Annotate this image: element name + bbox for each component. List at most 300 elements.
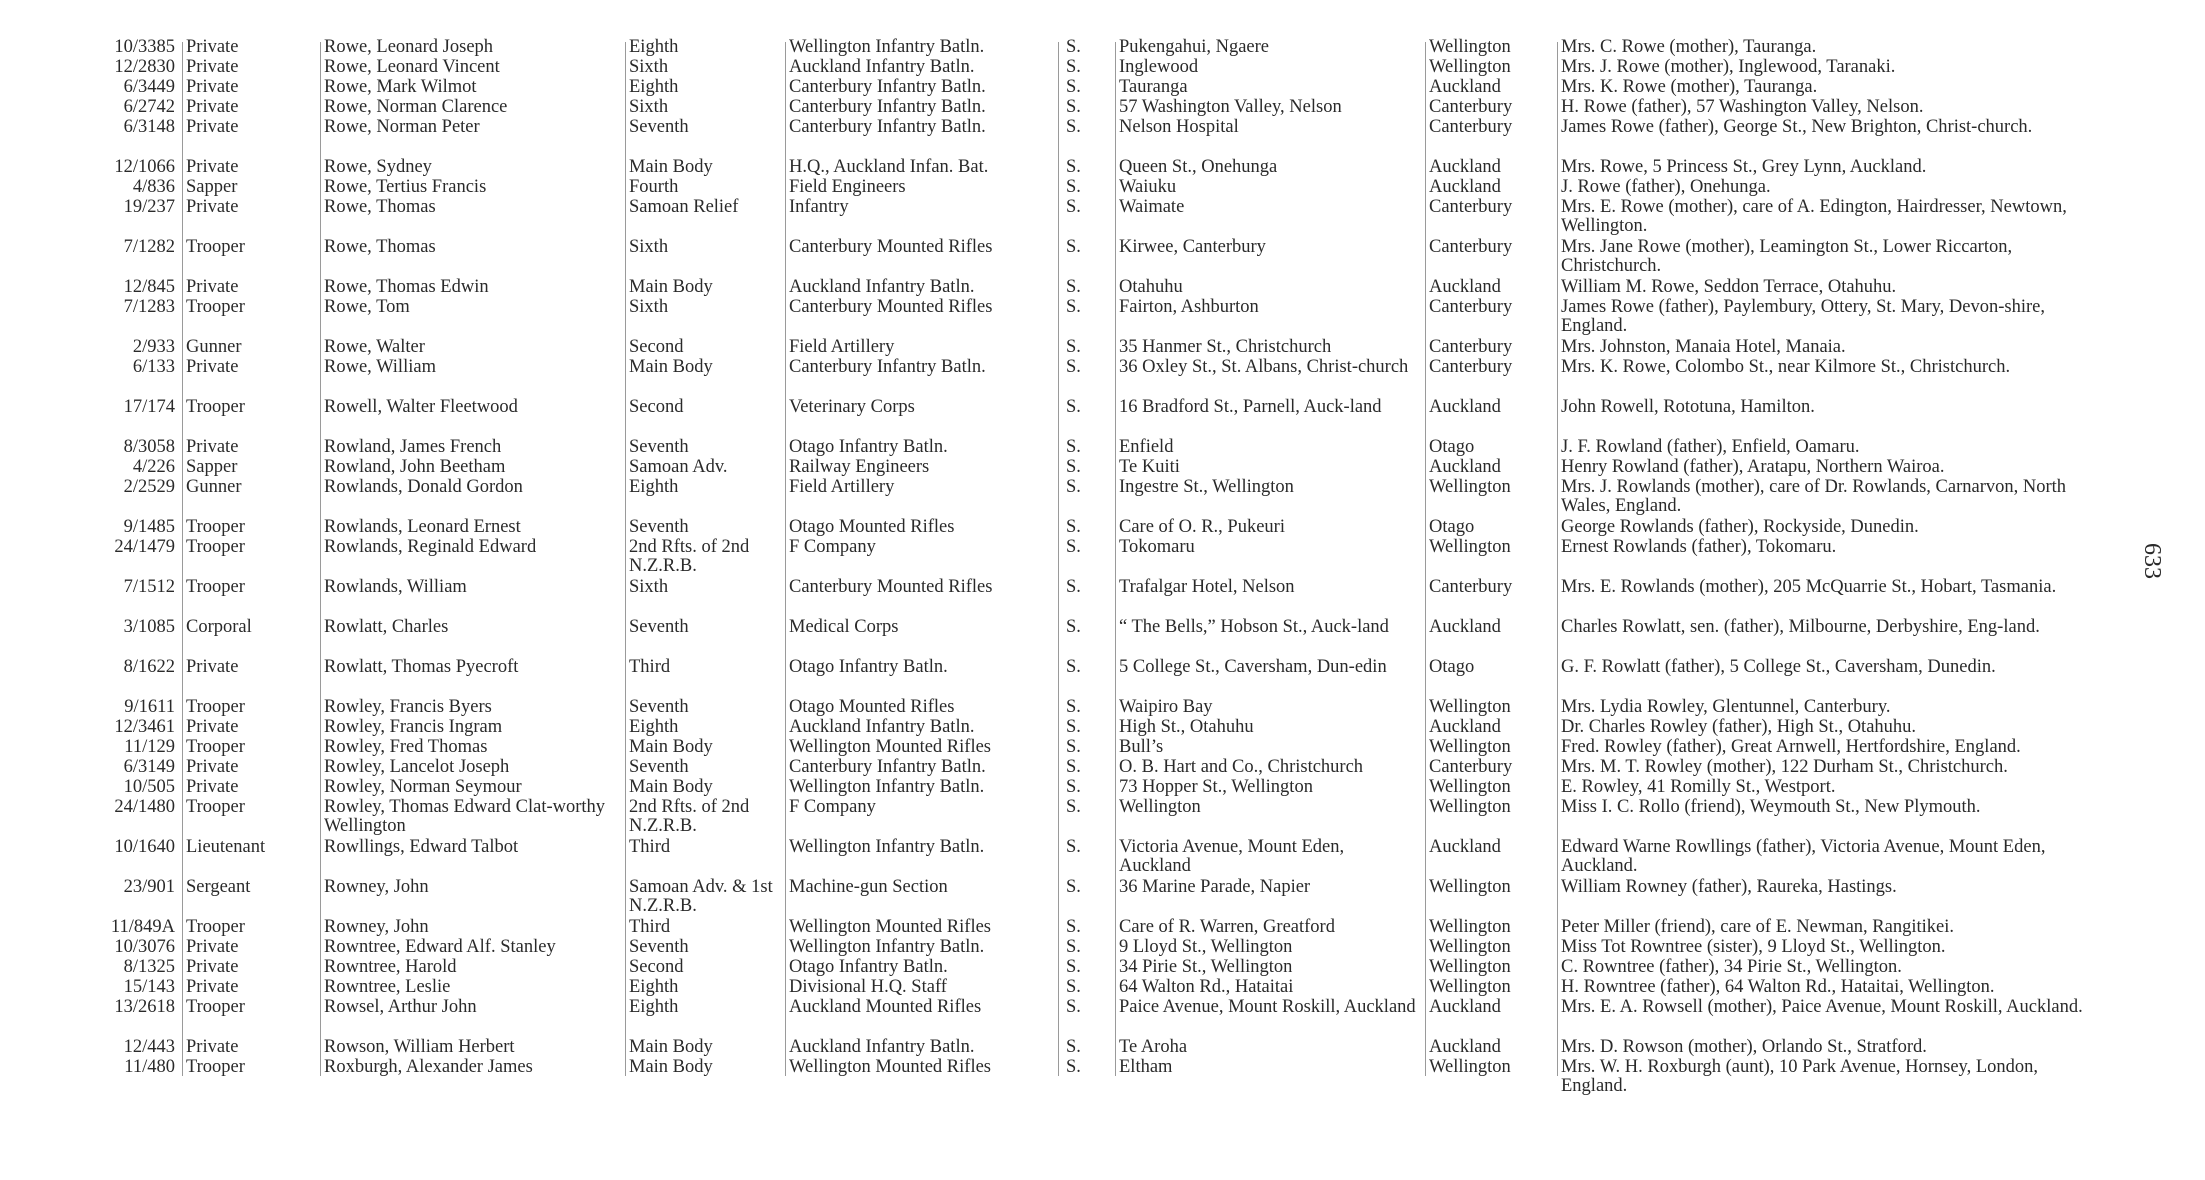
roll-unit-cell: Wellington Infantry Batln.	[789, 938, 985, 957]
roll-addr-cell: 9 Lloyd St., Wellington	[1119, 937, 1293, 957]
roll-s-cell: S.	[1066, 518, 1081, 537]
roll-body-cell: Third	[629, 917, 671, 937]
roll-rank-cell: Private	[186, 758, 239, 777]
roll-unit-cell: Canterbury Mounted Rifles	[789, 238, 993, 257]
roll-body-cell: Sixth	[629, 237, 669, 257]
roll-s-cell: S.	[1066, 158, 1081, 177]
roll-num-cell: 2/2529	[123, 478, 175, 497]
roll-unit-cell: Field Artillery	[789, 478, 895, 497]
roll-kin-cell: H. Rowe (father), 57 Washington Valley, Nelson.	[1561, 97, 1924, 117]
roll-s-cell: S.	[1066, 838, 1081, 857]
roll-addr-cell: Waiuku	[1119, 177, 1177, 197]
column-divider	[320, 42, 321, 1076]
roll-addr-cell: Ingestre St., Wellington	[1119, 477, 1294, 497]
roll-unit-cell: Wellington Infantry Batln.	[789, 838, 985, 857]
roll-name-cell: Rowley, Fred Thomas	[324, 737, 488, 757]
roll-body-cell: Second	[629, 957, 684, 977]
roll-name-cell: Rowlands, Leonard Ernest	[324, 517, 521, 537]
roll-dist-cell: Wellington	[1429, 698, 1511, 717]
roll-body-cell: Sixth	[629, 57, 669, 77]
roll-s-cell: S.	[1066, 938, 1081, 957]
roll-kin-cell: George Rowlands (father), Rockyside, Dunedin.	[1561, 517, 1919, 537]
roll-name-cell: Rowe, Walter	[324, 337, 425, 357]
roll-addr-cell: Care of O. R., Pukeuri	[1119, 517, 1285, 537]
roll-addr-cell: 57 Washington Valley, Nelson	[1119, 97, 1342, 117]
roll-name-cell: Rowlands, Reginald Edward	[324, 537, 537, 557]
roll-rank-cell: Private	[186, 58, 239, 77]
roll-unit-cell: Auckland Infantry Batln.	[789, 58, 975, 77]
roll-dist-cell: Canterbury	[1429, 198, 1513, 217]
roll-rank-cell: Trooper	[186, 698, 245, 717]
roll-rank-cell: Trooper	[186, 738, 245, 757]
roll-kin-cell: Mrs. E. A. Rowsell (mother), Paice Avenue, Mount Roskill, Auckland.	[1561, 997, 2083, 1017]
roll-name-cell: Rowell, Walter Fleetwood	[324, 397, 518, 417]
roll-kin-cell: Charles Rowlatt, sen. (father), Milbourne, Derbyshire, Eng-land.	[1561, 617, 2040, 637]
roll-s-cell: S.	[1066, 618, 1081, 637]
roll-kin-cell: James Rowe (father), Paylembury, Ottery, St. Mary, Devon-shire, England.	[1561, 297, 2045, 336]
roll-name-cell: Rowe, Norman Peter	[324, 117, 480, 137]
roll-body-cell: Seventh	[629, 517, 689, 537]
roll-num-cell: 11/129	[124, 738, 175, 757]
roll-s-cell: S.	[1066, 1058, 1081, 1077]
column-divider	[625, 42, 626, 1076]
roll-dist-cell: Wellington	[1429, 1058, 1511, 1077]
roll-rank-cell: Private	[186, 38, 239, 57]
roll-num-cell: 12/1066	[114, 158, 175, 177]
roll-body-cell: Eighth	[629, 77, 679, 97]
roll-addr-cell: “ The Bells,” Hobson St., Auck-land	[1119, 617, 1389, 637]
roll-rank-cell: Sapper	[186, 178, 238, 197]
roll-dist-cell: Auckland	[1429, 998, 1501, 1017]
roll-unit-cell: Field Artillery	[789, 338, 895, 357]
roll-unit-cell: Canterbury Mounted Rifles	[789, 578, 993, 597]
roll-name-cell: Rowlands, William	[324, 577, 467, 597]
roll-body-cell: Main Body	[629, 777, 713, 797]
roll-name-cell: Rowe, Tertius Francis	[324, 177, 487, 197]
roll-dist-cell: Wellington	[1429, 938, 1511, 957]
column-divider	[182, 42, 183, 1076]
roll-name-cell: Rowsel, Arthur John	[324, 997, 477, 1017]
roll-body-cell: Seventh	[629, 117, 689, 137]
roll-s-cell: S.	[1066, 298, 1081, 317]
roll-addr-cell: Nelson Hospital	[1119, 117, 1239, 137]
roll-addr-cell: 5 College St., Caversham, Dun-edin	[1119, 657, 1387, 677]
column-divider	[1557, 42, 1558, 1076]
roll-name-cell: Rowe, Leonard Joseph	[324, 37, 494, 57]
roll-addr-cell: 35 Hanmer St., Christchurch	[1119, 337, 1332, 357]
roll-dist-cell: Canterbury	[1429, 118, 1513, 137]
roll-num-cell: 10/3385	[114, 38, 175, 57]
roll-unit-cell: Canterbury Infantry Batln.	[789, 758, 986, 777]
roll-unit-cell: Wellington Mounted Rifles	[789, 918, 991, 937]
roll-kin-cell: Dr. Charles Rowley (father), High St., Otahuhu.	[1561, 717, 1917, 737]
roll-rank-cell: Trooper	[186, 518, 245, 537]
roll-body-cell: Samoan Adv. & 1st N.Z.R.B.	[629, 877, 773, 916]
roll-num-cell: 12/443	[123, 1038, 175, 1057]
roll-num-cell: 4/836	[132, 178, 175, 197]
roll-name-cell: Rowe, Thomas	[324, 197, 436, 217]
roll-rank-cell: Sapper	[186, 458, 238, 477]
roll-addr-cell: Fairton, Ashburton	[1119, 297, 1259, 317]
roll-body-cell: Seventh	[629, 617, 689, 637]
roll-body-cell: Main Body	[629, 157, 713, 177]
roll-name-cell: Rowe, Thomas	[324, 237, 436, 257]
roll-dist-cell: Canterbury	[1429, 578, 1513, 597]
roll-num-cell: 6/3148	[123, 118, 175, 137]
roll-s-cell: S.	[1066, 398, 1081, 417]
roll-rank-cell: Private	[186, 78, 239, 97]
roll-addr-cell: 64 Walton Rd., Hataitai	[1119, 977, 1294, 997]
roll-rank-cell: Corporal	[186, 618, 252, 637]
roll-body-cell: 2nd Rfts. of 2nd N.Z.R.B.	[629, 537, 750, 576]
roll-addr-cell: Kirwee, Canterbury	[1119, 237, 1266, 257]
roll-addr-cell: Otahuhu	[1119, 277, 1183, 297]
roll-rank-cell: Private	[186, 98, 239, 117]
roll-unit-cell: Auckland Infantry Batln.	[789, 1038, 975, 1057]
roll-body-cell: Third	[629, 657, 671, 677]
roll-body-cell: Eighth	[629, 717, 679, 737]
roll-addr-cell: 73 Hopper St., Wellington	[1119, 777, 1313, 797]
roll-body-cell: Second	[629, 337, 684, 357]
roll-unit-cell: Auckland Mounted Rifles	[789, 998, 982, 1017]
roll-num-cell: 13/2618	[114, 998, 175, 1017]
roll-dist-cell: Canterbury	[1429, 238, 1513, 257]
roll-dist-cell: Canterbury	[1429, 358, 1513, 377]
roll-dist-cell: Wellington	[1429, 58, 1511, 77]
roll-s-cell: S.	[1066, 918, 1081, 937]
roll-num-cell: 10/3076	[114, 938, 175, 957]
roll-dist-cell: Auckland	[1429, 618, 1501, 637]
roll-s-cell: S.	[1066, 658, 1081, 677]
roll-addr-cell: Te Aroha	[1119, 1037, 1188, 1057]
roll-name-cell: Rowe, William	[324, 357, 436, 377]
roll-s-cell: S.	[1066, 118, 1081, 137]
roll-name-cell: Rowe, Leonard Vincent	[324, 57, 500, 77]
roll-num-cell: 10/1640	[114, 838, 175, 857]
roll-rank-cell: Trooper	[186, 298, 245, 317]
roll-addr-cell: Enfield	[1119, 437, 1174, 457]
roll-name-cell: Rowe, Norman Clarence	[324, 97, 508, 117]
roll-rank-cell: Lieutenant	[186, 838, 266, 857]
roll-s-cell: S.	[1066, 738, 1081, 757]
roll-body-cell: Main Body	[629, 1037, 713, 1057]
roll-unit-cell: Otago Infantry Batln.	[789, 438, 948, 457]
roll-dist-cell: Wellington	[1429, 478, 1511, 497]
roll-dist-cell: Auckland	[1429, 838, 1501, 857]
roll-body-cell: Main Body	[629, 277, 713, 297]
column-divider	[785, 42, 786, 1076]
roll-dist-cell: Otago	[1429, 438, 1475, 457]
roll-num-cell: 2/933	[132, 338, 175, 357]
roll-s-cell: S.	[1066, 238, 1081, 257]
roll-dist-cell: Wellington	[1429, 38, 1511, 57]
roll-num-cell: 4/226	[132, 458, 175, 477]
roll-num-cell: 6/133	[132, 358, 175, 377]
roll-s-cell: S.	[1066, 98, 1081, 117]
roll-rank-cell: Trooper	[186, 798, 245, 817]
roll-kin-cell: E. Rowley, 41 Romilly St., Westport.	[1561, 777, 1836, 797]
roll-kin-cell: Mrs. Lydia Rowley, Glentunnel, Canterbury.	[1561, 697, 1891, 717]
roll-unit-cell: Wellington Infantry Batln.	[789, 38, 985, 57]
roll-rank-cell: Gunner	[186, 478, 242, 497]
roll-kin-cell: Miss I. C. Rollo (friend), Weymouth St., New Plymouth.	[1561, 797, 1981, 817]
roll-kin-cell: H. Rowntree (father), 64 Walton Rd., Hataitai, Wellington.	[1561, 977, 1995, 997]
roll-dist-cell: Wellington	[1429, 778, 1511, 797]
roll-num-cell: 17/174	[123, 398, 175, 417]
roll-unit-cell: H.Q., Auckland Infan. Bat.	[789, 158, 989, 177]
roll-unit-cell: Field Engineers	[789, 178, 906, 197]
roll-body-cell: Third	[629, 837, 671, 857]
roll-addr-cell: Bull’s	[1119, 737, 1164, 757]
roll-name-cell: Roxburgh, Alexander James	[324, 1057, 533, 1077]
roll-body-cell: Seventh	[629, 437, 689, 457]
roll-name-cell: Rowntree, Harold	[324, 957, 457, 977]
roll-num-cell: 12/845	[123, 278, 175, 297]
roll-kin-cell: William Rowney (father), Raureka, Hastings.	[1561, 877, 1897, 897]
roll-addr-cell: Inglewood	[1119, 57, 1199, 77]
roll-dist-cell: Wellington	[1429, 798, 1511, 817]
roll-addr-cell: Paice Avenue, Mount Roskill, Auckland	[1119, 997, 1416, 1017]
roll-num-cell: 8/1325	[123, 958, 175, 977]
roll-body-cell: Eighth	[629, 997, 679, 1017]
roll-name-cell: Rowlatt, Thomas Pyecroft	[324, 657, 519, 677]
roll-s-cell: S.	[1066, 58, 1081, 77]
roll-s-cell: S.	[1066, 1038, 1081, 1057]
roll-num-cell: 10/505	[123, 778, 175, 797]
roll-name-cell: Rowney, John	[324, 917, 429, 937]
roll-body-cell: 2nd Rfts. of 2nd N.Z.R.B.	[629, 797, 750, 836]
roll-name-cell: Rowe, Tom	[324, 297, 410, 317]
roll-dist-cell: Auckland	[1429, 158, 1501, 177]
roll-name-cell: Rowland, James French	[324, 437, 502, 457]
roll-name-cell: Rowson, William Herbert	[324, 1037, 515, 1057]
roll-rank-cell: Trooper	[186, 918, 245, 937]
roll-dist-cell: Canterbury	[1429, 98, 1513, 117]
roll-kin-cell: Mrs. C. Rowe (mother), Tauranga.	[1561, 37, 1817, 57]
roll-num-cell: 6/2742	[123, 98, 175, 117]
roll-rank-cell: Trooper	[186, 998, 245, 1017]
roll-s-cell: S.	[1066, 698, 1081, 717]
roll-rank-cell: Private	[186, 938, 239, 957]
roll-kin-cell: C. Rowntree (father), 34 Pirie St., Wellington.	[1561, 957, 1902, 977]
roll-addr-cell: Care of R. Warren, Greatford	[1119, 917, 1335, 937]
roll-s-cell: S.	[1066, 178, 1081, 197]
roll-kin-cell: Edward Warne Rowllings (father), Victoria Avenue, Mount Eden, Auckland.	[1561, 837, 2046, 876]
roll-rank-cell: Private	[186, 198, 239, 217]
roll-kin-cell: Mrs. Jane Rowe (mother), Leamington St., Lower Riccarton, Christchurch.	[1561, 237, 2013, 276]
roll-num-cell: 6/3149	[123, 758, 175, 777]
roll-s-cell: S.	[1066, 438, 1081, 457]
roll-addr-cell: Tokomaru	[1119, 537, 1195, 557]
roll-s-cell: S.	[1066, 338, 1081, 357]
roll-s-cell: S.	[1066, 478, 1081, 497]
roll-addr-cell: Eltham	[1119, 1057, 1173, 1077]
roll-dist-cell: Auckland	[1429, 78, 1501, 97]
roll-unit-cell: Auckland Infantry Batln.	[789, 718, 975, 737]
roll-num-cell: 3/1085	[123, 618, 175, 637]
roll-name-cell: Rowntree, Leslie	[324, 977, 451, 997]
roll-kin-cell: Mrs. D. Rowson (mother), Orlando St., Stratford.	[1561, 1037, 1927, 1057]
roll-num-cell: 8/1622	[123, 658, 175, 677]
roll-s-cell: S.	[1066, 958, 1081, 977]
roll-addr-cell: 36 Oxley St., St. Albans, Christ-church	[1119, 357, 1409, 377]
roll-kin-cell: Mrs. M. T. Rowley (mother), 122 Durham St., Christchurch.	[1561, 757, 2008, 777]
roll-unit-cell: Otago Infantry Batln.	[789, 958, 948, 977]
roll-unit-cell: Auckland Infantry Batln.	[789, 278, 975, 297]
roll-body-cell: Seventh	[629, 697, 689, 717]
roll-rank-cell: Private	[186, 358, 239, 377]
roll-dist-cell: Auckland	[1429, 398, 1501, 417]
roll-s-cell: S.	[1066, 998, 1081, 1017]
roll-body-cell: Samoan Adv.	[629, 457, 728, 477]
roll-kin-cell: Henry Rowland (father), Aratapu, Northern Wairoa.	[1561, 457, 1945, 477]
roll-name-cell: Rowlands, Donald Gordon	[324, 477, 523, 497]
roll-unit-cell: Canterbury Infantry Batln.	[789, 78, 986, 97]
roll-dist-cell: Canterbury	[1429, 338, 1513, 357]
roll-num-cell: 8/3058	[123, 438, 175, 457]
roll-s-cell: S.	[1066, 458, 1081, 477]
roll-kin-cell: Mrs. J. Rowe (mother), Inglewood, Taranaki.	[1561, 57, 1896, 77]
roll-addr-cell: 36 Marine Parade, Napier	[1119, 877, 1311, 897]
roll-kin-cell: Mrs. K. Rowe (mother), Tauranga.	[1561, 77, 1818, 97]
roll-addr-cell: Tauranga	[1119, 77, 1188, 97]
roll-addr-cell: Queen St., Onehunga	[1119, 157, 1278, 177]
roll-num-cell: 7/1283	[123, 298, 175, 317]
page-number: 633	[2139, 543, 2165, 579]
roll-kin-cell: G. F. Rowlatt (father), 5 College St., Caversham, Dunedin.	[1561, 657, 1996, 677]
roll-kin-cell: Peter Miller (friend), care of E. Newman, Rangitikei.	[1561, 917, 1954, 937]
column-divider	[1425, 42, 1426, 1076]
roll-unit-cell: Railway Engineers	[789, 458, 930, 477]
roll-unit-cell: Canterbury Infantry Batln.	[789, 118, 986, 137]
roll-rank-cell: Private	[186, 438, 239, 457]
roll-body-cell: Samoan Relief	[629, 197, 739, 217]
roll-unit-cell: Otago Mounted Rifles	[789, 518, 955, 537]
roll-name-cell: Rowntree, Edward Alf. Stanley	[324, 937, 556, 957]
roll-kin-cell: William M. Rowe, Seddon Terrace, Otahuhu.	[1561, 277, 1897, 297]
roll-s-cell: S.	[1066, 718, 1081, 737]
roll-kin-cell: Mrs. W. H. Roxburgh (aunt), 10 Park Avenue, Hornsey, London, England.	[1561, 1057, 2039, 1096]
roll-kin-cell: Mrs. K. Rowe, Colombo St., near Kilmore St., Christchurch.	[1561, 357, 2011, 377]
roll-body-cell: Main Body	[629, 1057, 713, 1077]
roll-unit-cell: Wellington Mounted Rifles	[789, 1058, 991, 1077]
roll-name-cell: Rowney, John	[324, 877, 429, 897]
roll-kin-cell: Mrs. E. Rowlands (mother), 205 McQuarrie St., Hobart, Tasmania.	[1561, 577, 2057, 597]
roll-name-cell: Rowley, Lancelot Joseph	[324, 757, 510, 777]
roll-s-cell: S.	[1066, 778, 1081, 797]
roll-body-cell: Seventh	[629, 757, 689, 777]
roll-kin-cell: Ernest Rowlands (father), Tokomaru.	[1561, 537, 1837, 557]
roll-dist-cell: Auckland	[1429, 458, 1501, 477]
roll-unit-cell: Divisional H.Q. Staff	[789, 978, 947, 997]
roll-num-cell: 12/2830	[114, 58, 175, 77]
roll-kin-cell: Mrs. E. Rowe (mother), care of A. Edington, Hairdresser, Newtown, Wellington.	[1561, 197, 2067, 236]
roll-dist-cell: Otago	[1429, 518, 1475, 537]
roll-name-cell: Rowlatt, Charles	[324, 617, 449, 637]
roll-name-cell: Rowe, Mark Wilmot	[324, 77, 477, 97]
roll-s-cell: S.	[1066, 578, 1081, 597]
roll-num-cell: 15/143	[123, 978, 175, 997]
roll-rank-cell: Trooper	[186, 578, 245, 597]
roll-addr-cell: Trafalgar Hotel, Nelson	[1119, 577, 1295, 597]
roll-rank-cell: Private	[186, 658, 239, 677]
roll-name-cell: Rowllings, Edward Talbot	[324, 837, 519, 857]
roll-unit-cell: Otago Infantry Batln.	[789, 658, 948, 677]
roll-body-cell: Sixth	[629, 97, 669, 117]
roll-rank-cell: Private	[186, 1038, 239, 1057]
roll-num-cell: 12/3461	[114, 718, 175, 737]
roll-rank-cell: Private	[186, 978, 239, 997]
roll-s-cell: S.	[1066, 538, 1081, 557]
roll-rank-cell: Trooper	[186, 398, 245, 417]
roll-s-cell: S.	[1066, 278, 1081, 297]
roll-num-cell: 11/480	[124, 1058, 175, 1077]
roll-num-cell: 11/849A	[110, 918, 175, 937]
roll-body-cell: Main Body	[629, 357, 713, 377]
roll-rank-cell: Private	[186, 958, 239, 977]
roll-s-cell: S.	[1066, 798, 1081, 817]
roll-body-cell: Seventh	[629, 937, 689, 957]
roll-name-cell: Rowley, Norman Seymour	[324, 777, 522, 797]
roll-unit-cell: F Company	[789, 538, 876, 557]
roll-rank-cell: Trooper	[186, 1058, 245, 1077]
roll-kin-cell: James Rowe (father), George St., New Brighton, Christ-church.	[1561, 117, 2033, 137]
roll-unit-cell: Infantry	[789, 198, 849, 217]
roll-addr-cell: Waimate	[1119, 197, 1185, 217]
roll-kin-cell: J. Rowe (father), Onehunga.	[1561, 177, 1771, 197]
roll-dist-cell: Wellington	[1429, 978, 1511, 997]
roll-unit-cell: Canterbury Infantry Batln.	[789, 358, 986, 377]
roll-dist-cell: Wellington	[1429, 878, 1511, 897]
roll-name-cell: Rowley, Thomas Edward Clat-worthy Wellington	[324, 797, 606, 836]
roll-addr-cell: Wellington	[1119, 797, 1201, 817]
roll-addr-cell: Waipiro Bay	[1119, 697, 1213, 717]
roll-num-cell: 24/1480	[114, 798, 175, 817]
roll-s-cell: S.	[1066, 758, 1081, 777]
roll-rank-cell: Gunner	[186, 338, 242, 357]
roll-kin-cell: Mrs. Rowe, 5 Princess St., Grey Lynn, Auckland.	[1561, 157, 1927, 177]
roll-unit-cell: Medical Corps	[789, 618, 899, 637]
roll-body-cell: Eighth	[629, 477, 679, 497]
roll-unit-cell: Machine-gun Section	[789, 878, 948, 897]
roll-rank-cell: Trooper	[186, 538, 245, 557]
roll-rank-cell: Private	[186, 778, 239, 797]
roll-s-cell: S.	[1066, 38, 1081, 57]
roll-name-cell: Rowe, Thomas Edwin	[324, 277, 489, 297]
roll-kin-cell: John Rowell, Rototuna, Hamilton.	[1561, 397, 1815, 417]
roll-addr-cell: 34 Pirie St., Wellington	[1119, 957, 1293, 977]
column-divider	[1115, 42, 1116, 1076]
roll-body-cell: Sixth	[629, 577, 669, 597]
roll-dist-cell: Otago	[1429, 658, 1475, 677]
roll-unit-cell: Wellington Infantry Batln.	[789, 778, 985, 797]
roll-kin-cell: Mrs. J. Rowlands (mother), care of Dr. Rowlands, Carnarvon, North Wales, England.	[1561, 477, 2067, 516]
roll-num-cell: 7/1282	[123, 238, 175, 257]
roll-name-cell: Rowe, Sydney	[324, 157, 432, 177]
roll-num-cell: 9/1485	[123, 518, 175, 537]
roll-kin-cell: Miss Tot Rowntree (sister), 9 Lloyd St., Wellington.	[1561, 937, 1946, 957]
roll-body-cell: Sixth	[629, 297, 669, 317]
roll-dist-cell: Wellington	[1429, 538, 1511, 557]
roll-addr-cell: Pukengahui, Ngaere	[1119, 37, 1270, 57]
roll-dist-cell: Wellington	[1429, 918, 1511, 937]
roll-s-cell: S.	[1066, 878, 1081, 897]
column-divider	[1058, 42, 1059, 1076]
roll-num-cell: 24/1479	[114, 538, 175, 557]
roll-rank-cell: Private	[186, 278, 239, 297]
roll-name-cell: Rowley, Francis Byers	[324, 697, 492, 717]
roll-s-cell: S.	[1066, 978, 1081, 997]
